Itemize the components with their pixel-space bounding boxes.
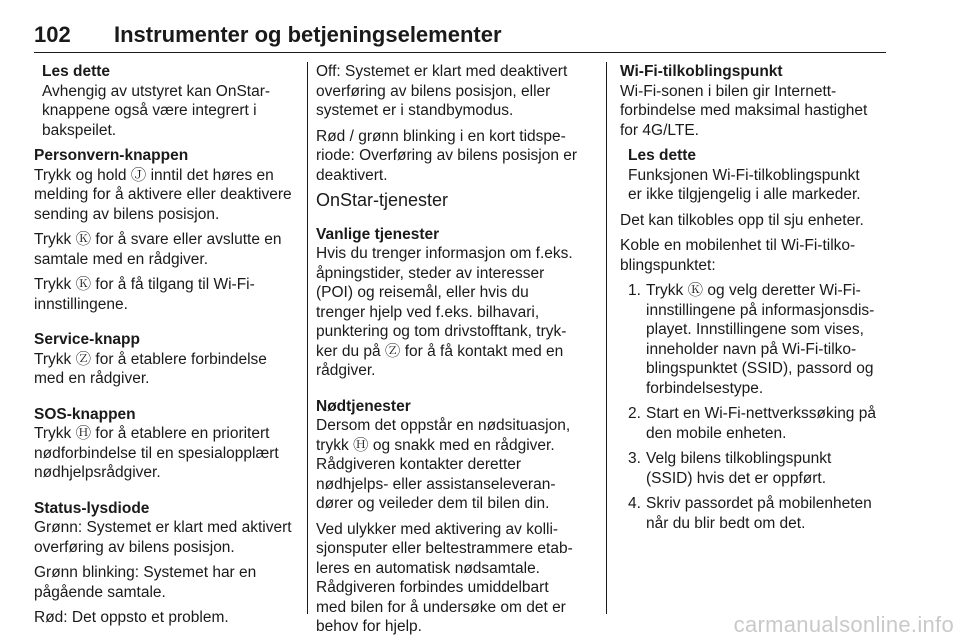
page-number: 102	[34, 22, 71, 47]
text-line: den mobile enheten.	[646, 424, 787, 442]
column-divider-1	[307, 62, 308, 614]
text-line: med en rådgiver.	[34, 370, 150, 387]
text-line: innstillingene på informasjonsdis-	[646, 301, 875, 319]
note-block	[42, 62, 302, 140]
text-line: Rådgiveren kontakter deretter	[316, 456, 522, 473]
note-block	[628, 146, 890, 205]
text-line: rådgiver.	[316, 362, 376, 379]
text-line: nødhjelpsrådgiver.	[34, 464, 161, 481]
paragraph	[316, 520, 596, 637]
section-heading-status: Status-lysdiode	[34, 499, 150, 517]
text-line: Grønn: Systemet er klart med aktivert	[34, 519, 292, 536]
section-title-onstar: OnStar-tjenester	[316, 190, 449, 210]
text-line: for 4G/LTE.	[620, 121, 699, 139]
note-line: er ikke tilgjengelig i alle markeder.	[628, 186, 861, 203]
text-line: nødforbindelse til en spesialopplært	[34, 444, 279, 462]
text-line: Trykk og hold Ⓙ inntil det høres en	[34, 166, 274, 184]
steps-list	[620, 281, 890, 533]
note-line: Funksjonen Wi-Fi-tilkoblingspunkt	[628, 166, 860, 184]
note-line: bakspeilet.	[42, 121, 117, 139]
text-line: Trykk Ⓚ for å svare eller avslutte en	[34, 231, 282, 248]
text-line: (SSID) hvis det er oppført.	[646, 469, 827, 487]
paragraph	[34, 424, 302, 483]
text-line: Velg bilens tilkoblingspunkt	[646, 450, 832, 467]
text-line: Trykk Ⓚ og velg deretter Wi-Fi-	[646, 282, 861, 299]
step-number: 2.	[628, 405, 641, 422]
text-line: behov for hjelp.	[316, 618, 422, 635]
text-line: trykk Ⓗ og snakk med en rådgiver.	[316, 436, 555, 454]
section-heading-emergency: Nødtjenester	[316, 397, 411, 415]
paragraph	[34, 563, 302, 602]
list-item	[620, 494, 890, 533]
text-line: Wi-Fi-sonen i bilen gir Internett-	[620, 82, 837, 100]
note-title: Les dette	[42, 63, 111, 80]
note-line: knappene også være integrert i	[42, 102, 257, 119]
text-line: Hvis du trenger informasjon om f.eks.	[316, 245, 573, 262]
column-1	[34, 62, 302, 634]
paragraph	[34, 350, 302, 389]
text-line: dører og veileder dem til bilen din.	[316, 495, 550, 512]
section-heading-general: Vanlige tjenester	[316, 225, 440, 243]
text-line: inneholder navn på Wi-Fi-tilko-	[646, 340, 857, 358]
text-line: Grønn blinking: Systemet har en	[34, 564, 257, 581]
step-number: 4.	[628, 495, 641, 512]
text-line: riode: Overføring av bilens posisjon er	[316, 147, 578, 164]
text-line: deaktivert.	[316, 166, 388, 184]
text-line: Trykk Ⓩ for å etablere forbindelse	[34, 350, 267, 368]
text-line: Off: Systemet er klart med deaktivert	[316, 63, 568, 80]
step-number: 3.	[628, 450, 641, 467]
paragraph	[316, 244, 596, 381]
text-line: Dersom det oppstår en nødsituasjon,	[316, 417, 571, 434]
text-line: åpningstider, steder av interesser	[316, 264, 545, 282]
paragraph	[316, 62, 596, 121]
text-line: blingspunktet (SSID), passord og	[646, 360, 874, 377]
section-heading-service: Service-knapp	[34, 331, 140, 348]
text-line: Rød / grønn blinking i en kort tidspe-	[316, 127, 566, 145]
text-line: Skriv passordet på mobilenheten	[646, 495, 872, 512]
paragraph	[316, 416, 596, 514]
text-line: melding for å aktivere eller deaktivere	[34, 186, 292, 203]
text-line: pågående samtale.	[34, 583, 166, 601]
text-line: når du blir bedt om det.	[646, 514, 806, 532]
paragraph	[316, 127, 596, 186]
text-line: systemet er i standbymodus.	[316, 102, 514, 119]
paragraph	[34, 166, 302, 225]
text-line: forbindelse med maksimal hastighet	[620, 102, 868, 119]
paragraph	[34, 518, 302, 557]
text-line: overføring av bilens posisjon, eller	[316, 82, 551, 100]
text-line: nødhjelps- eller assistanseleveran-	[316, 475, 556, 493]
paragraph	[620, 236, 890, 275]
text-line: forbindelsestype.	[646, 379, 764, 397]
section-heading-privacy: Personvern-knappen	[34, 147, 189, 164]
text-line: punktering og tom drivstofftank, tryk-	[316, 323, 567, 340]
text-line: (POI) og reisemål, eller hvis du	[316, 284, 529, 301]
list-item	[620, 281, 890, 398]
paragraph	[34, 275, 302, 314]
page-title: Instrumenter og betjeningselementer	[114, 22, 502, 47]
text-line: Det kan tilkobles opp til sju enheter.	[620, 211, 864, 229]
section-heading-wifi: Wi-Fi-tilkoblingspunkt	[620, 63, 783, 80]
text-line: sending av bilens posisjon.	[34, 205, 220, 223]
text-line: ker du på Ⓩ for å få kontakt med en	[316, 342, 564, 360]
text-line: samtale med en rådgiver.	[34, 250, 209, 268]
text-line: trenger hjelp ved f.eks. bilhavari,	[316, 303, 540, 321]
paragraph	[34, 230, 302, 269]
text-line: playet. Innstillingene som vises,	[646, 321, 864, 338]
text-line: med bilen for å undersøke om det er	[316, 598, 566, 616]
text-line: Trykk Ⓗ for å etablere en prioritert	[34, 425, 270, 442]
text-line: leres en automatisk nødsamtale.	[316, 559, 540, 577]
column-3	[620, 62, 890, 539]
text-line: innstillingene.	[34, 295, 128, 313]
text-line: Trykk Ⓚ for å få tilgang til Wi-Fi-	[34, 276, 255, 293]
text-line: Ved ulykker med aktivering av kolli-	[316, 520, 559, 538]
column-2	[316, 62, 596, 637]
text-line: Rød: Det oppsto et problem.	[34, 609, 229, 626]
paragraph	[620, 82, 890, 141]
step-number: 1.	[628, 282, 641, 299]
list-item	[620, 449, 890, 488]
text-line: Rådgiveren forbindes umiddelbart	[316, 579, 549, 596]
note-title: Les dette	[628, 147, 697, 164]
text-line: Koble en mobilenhet til Wi-Fi-tilko-	[620, 237, 856, 254]
section-heading-sos: SOS-knappen	[34, 405, 136, 423]
text-line: Start en Wi-Fi-nettverkssøking på	[646, 405, 876, 422]
watermark[interactable]: carmanualsonline.info	[733, 612, 954, 637]
page-header	[34, 22, 886, 53]
column-divider-2	[606, 62, 607, 614]
note-line: Avhengig av utstyret kan OnStar-	[42, 82, 271, 100]
text-line: sjonsputer eller beltestrammere etab-	[316, 540, 573, 557]
text-line: blingspunktet:	[620, 256, 716, 274]
list-item	[620, 404, 890, 443]
text-line: overføring av bilens posisjon.	[34, 538, 235, 556]
